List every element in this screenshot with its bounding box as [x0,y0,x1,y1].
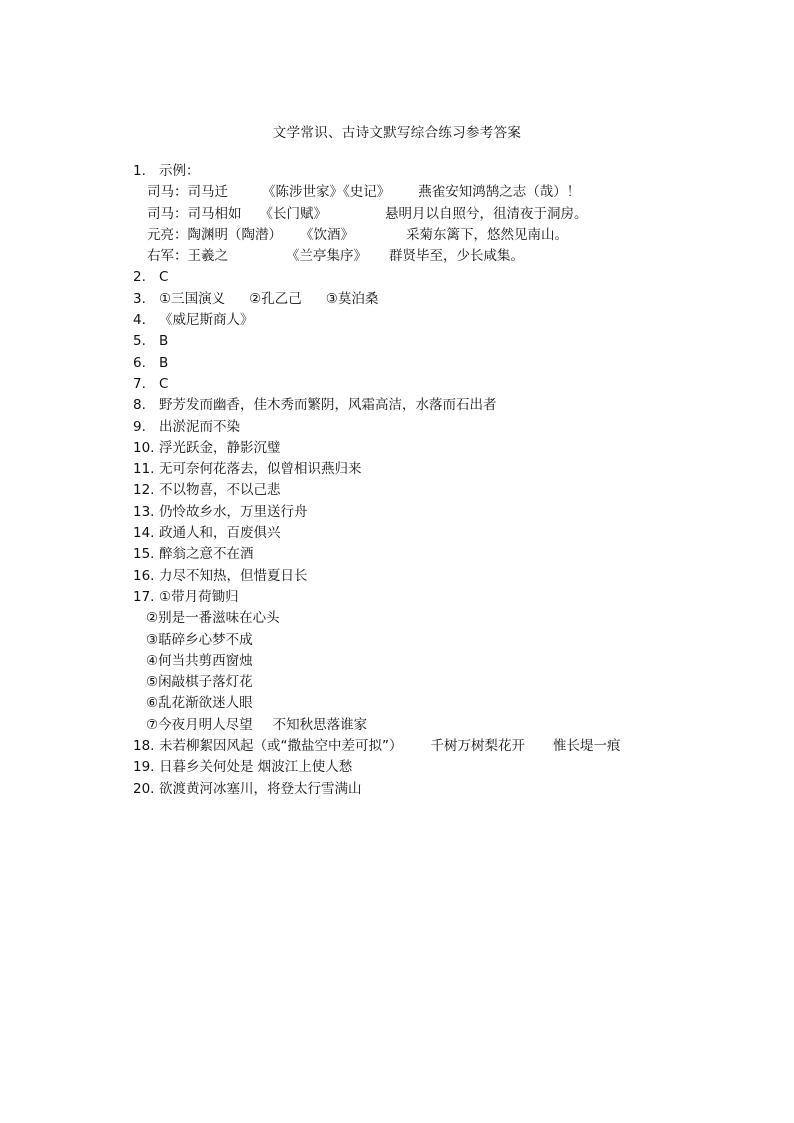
answer-list [133,161,621,800]
answer-part: 惟长堤一痕 [553,738,621,755]
answer-number: 1. [133,163,146,179]
answer-number: 13. [133,503,155,520]
answer-number: 15. [133,546,155,563]
answer-row [133,523,621,544]
answer-text: 政通人和，百废俱兴 [159,525,281,542]
answer-row [133,779,621,800]
example-quote: 群贤毕至，少长咸集。 [389,248,524,265]
answer-text: C [159,375,169,392]
answer-row [133,587,621,608]
answer-part: ②孔乙己 [249,290,302,307]
answer-text: 出淤泥而不染 [159,418,240,435]
example-name: 司马：司马迁 [147,184,228,201]
example-name: 右军：王羲之 [147,248,228,265]
answer-part: ⑦今夜月明人尽望 [146,716,253,733]
answer-number: 14. [133,525,155,542]
answer-part: 未若柳絮因风起（或“撒盐空中差可拟”） [159,738,403,755]
example-quote: 悬明月以自照兮，徂清夜于洞房。 [385,205,588,222]
example-row [133,182,621,203]
answer-text: ③聒碎乡心梦不成 [146,631,253,648]
answer-sub-row [133,651,621,672]
example-row [133,246,621,267]
answer-part: ①三国演义 [159,290,226,307]
answer-number: 19. [133,759,155,776]
answer-text: B [159,333,169,350]
answer-row [133,459,621,480]
answer-text: 欲渡黄河冰塞川，将登太行雪满山 [159,780,362,797]
answer-text: 无可奈何花落去，似曾相识燕归来 [159,461,362,478]
answer-text: 《威尼斯商人》 [159,312,254,329]
example-row [133,204,621,225]
answer-number: 9. [133,418,146,435]
example-work: 《饮酒》 [300,226,354,243]
example-work: 《长门赋》 [259,205,327,222]
answer-number: 20. [133,780,155,797]
answer-number: 16. [133,567,155,584]
answer-row [133,480,621,501]
example-name: 元亮：陶渊明（陶潜） [147,226,282,243]
answer-text: 醉翁之意不在酒 [159,546,254,563]
answer-number: 4. [133,312,146,329]
answer-text: ⑥乱花渐欲迷人眼 [146,695,253,712]
answer-text: 力尽不知热，但惜夏日长 [159,567,308,584]
answer-text: 仍怜故乡水，万里送行舟 [159,503,308,520]
answer-row [133,374,621,395]
answer-text: ②别是一番滋味在心头 [146,610,280,627]
answer-part: ③莫泊桑 [325,290,379,307]
answer-row [133,331,621,352]
answer-text: C [159,269,169,286]
answer-row [133,502,621,523]
answer-row [133,757,621,778]
answer-number: 12. [133,482,155,499]
answer-row [133,310,621,331]
answer-text: ①带月荷锄归 [159,588,239,605]
answer-sub-row [133,693,621,714]
document-title: 文学常识、古诗文默写综合练习参考答案 [272,125,522,141]
example-quote: 燕雀安知鸿鹄之志（哉）！ [418,184,581,201]
answer-row [133,353,621,374]
answer-number: 17. [133,588,155,605]
answer-number: 3. [133,290,146,307]
answer-text: 野芳发而幽香，佳木秀而繁阴，风霜高洁，水落而石出者 [159,397,497,414]
answer-number: 7. [133,375,146,392]
answer-row [133,438,621,459]
answer-row [133,566,621,587]
example-name: 司马：司马相如 [147,205,242,222]
answer-sub-row [133,630,621,651]
answer-text: B [159,354,169,371]
answer-sub-row [133,672,621,693]
answer-row [133,267,621,288]
answer-number: 8. [133,397,146,414]
answer-number: 18. [133,738,155,755]
answer-number: 6. [133,354,146,371]
answer-text: ④何当共剪西窗烛 [146,652,253,669]
answer-text: ⑤闲敲棋子落灯花 [146,674,253,691]
answer-text: 浮光跃金，静影沉璧 [159,439,281,456]
answer-row [133,417,621,438]
answer-text: 示例： [159,163,200,179]
answer-sub-row [133,715,621,736]
example-work: 《陈涉世家》《史记》 [262,184,391,201]
answer-text: 不以物喜，不以己悲 [159,482,281,499]
answer-number: 5. [133,333,146,350]
example-work: 《兰亭集序》 [286,248,367,265]
answer-part: 千树万树梨花开 [430,738,525,755]
answer-row [133,544,621,565]
answer-row [133,395,621,416]
example-row [133,225,621,246]
answer-number: 10. [133,439,155,456]
answer-sub-row [133,608,621,629]
answer-1-header [133,161,621,182]
answer-part: 不知秋思落谁家 [272,716,368,733]
answer-text: 日暮乡关何处是 烟波江上使人愁 [159,759,353,776]
answer-number: 2. [133,269,146,286]
answer-number: 11. [133,461,155,478]
answer-row [133,289,621,310]
example-quote: 采菊东篱下，悠然见南山。 [406,226,568,243]
answer-row [133,736,621,757]
